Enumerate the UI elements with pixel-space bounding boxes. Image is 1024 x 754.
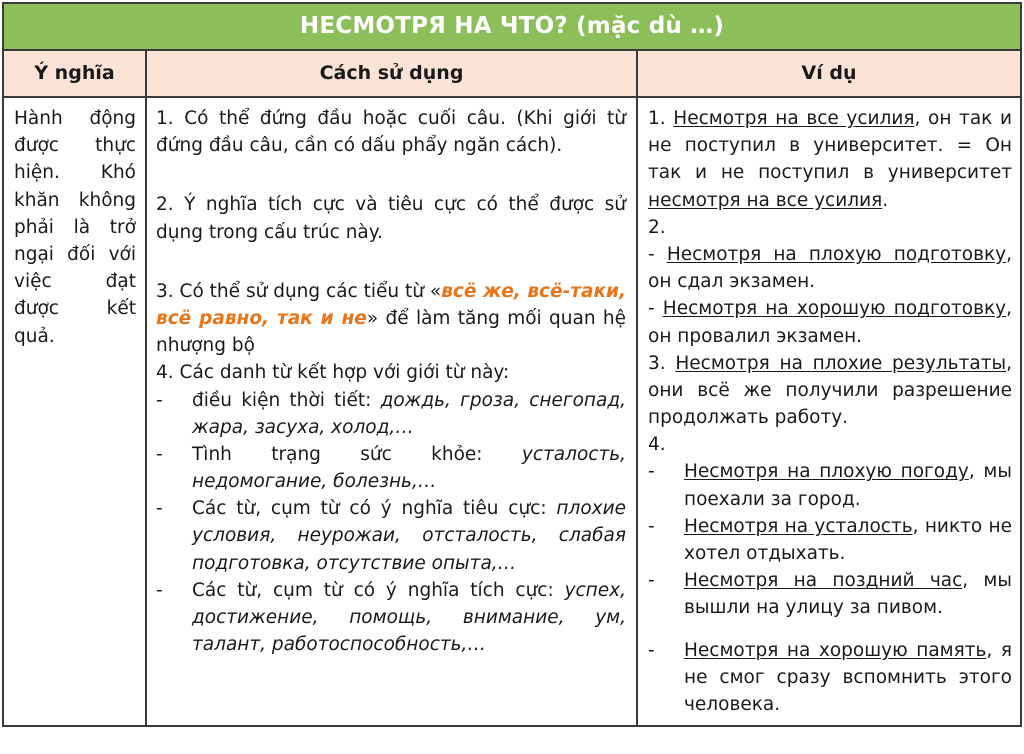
bullet-mark: - bbox=[648, 461, 655, 483]
bullet-russian-examples: усталость, недомогание, болезнь,… bbox=[192, 443, 626, 493]
spacer bbox=[156, 159, 626, 191]
bullet-label: điều kiện thời tiết: bbox=[192, 389, 381, 411]
example-4-text bbox=[684, 637, 1012, 719]
bullet-text bbox=[192, 441, 626, 495]
usage-item-1: 1. Có thể đứng đầu hoặc cuối câu. (Khi giới từ đứng đầu câu, cần có dấu phẩy ngăn cách). bbox=[156, 108, 626, 157]
example-4-text bbox=[684, 567, 1012, 621]
example-4-number: 4. bbox=[648, 434, 666, 456]
column-header-meaning: Ý nghĩa bbox=[4, 51, 147, 96]
example-3 bbox=[648, 350, 1012, 432]
usage-bullet bbox=[156, 495, 626, 577]
spacer bbox=[156, 246, 626, 278]
bullet-mark: - bbox=[156, 443, 163, 465]
bullet-label: Tình trạng sức khỏe: bbox=[192, 443, 522, 465]
example-1-number: 1. bbox=[648, 108, 674, 129]
example-4-item bbox=[648, 458, 1012, 512]
bullet-mark: - bbox=[156, 579, 163, 601]
example-2-item bbox=[648, 295, 1012, 349]
example-1-middle: , он так и не поступил в университет. = Он так и не поступил в университет bbox=[648, 108, 1012, 184]
examples-cell bbox=[638, 98, 1020, 725]
example-4-text bbox=[684, 458, 1012, 512]
table-body-row bbox=[4, 98, 1020, 725]
usage-bullet bbox=[156, 577, 626, 659]
example-4-phrase: Несмотря на усталость bbox=[684, 515, 913, 537]
example-2-item bbox=[648, 241, 1012, 295]
bullet-mark: - bbox=[156, 389, 163, 411]
usage-item-2: 2. Ý nghĩa tích cực và tiêu cực có thể được sử dụng trong cấu trúc này. bbox=[156, 194, 626, 243]
usage-cell bbox=[147, 98, 638, 725]
bullet-label: Các từ, cụm từ có ý nghĩa tích cực: bbox=[192, 579, 565, 601]
example-1-end: . bbox=[882, 189, 889, 211]
spacer bbox=[648, 622, 1012, 637]
bullet-russian-examples: плохие условия, неурожаи, отсталость, слабая подготовка, отсутствие опыта,… bbox=[192, 498, 626, 574]
example-4-phrase: Несмотря на хорошую память bbox=[684, 639, 987, 661]
bullet-mark: - bbox=[648, 639, 655, 661]
example-4-phrase: Несмотря на плохую погоду bbox=[684, 461, 969, 483]
example-3-number: 3. bbox=[648, 352, 676, 374]
column-header-examples: Ví dụ bbox=[801, 62, 857, 84]
usage-item-3-suffix: » để làm tăng mối quan hệ nhượng bộ bbox=[156, 307, 626, 357]
usage-item-3-prefix: 3. Có thể sử dụng các tiểu từ « bbox=[156, 280, 442, 302]
example-4-rest: , мы вышли на улицу за пивом. bbox=[684, 570, 1012, 619]
usage-bullet bbox=[156, 387, 626, 441]
bullet-mark: - bbox=[648, 298, 663, 320]
bullet-label: Các từ, cụm từ có ý nghĩa tiêu cực: bbox=[192, 498, 557, 520]
table-title: НЕСМОТРЯ НА ЧТО? (mặc dù …) bbox=[4, 4, 1020, 51]
meaning-cell bbox=[4, 98, 147, 725]
example-4-item bbox=[648, 637, 1012, 719]
grammar-table bbox=[2, 2, 1022, 727]
example-3-rest: , они всё же получили разрешение продолжать работу. bbox=[648, 352, 1012, 429]
example-4-item bbox=[648, 513, 1012, 567]
example-2-rest: , он сдал экзамен. bbox=[648, 243, 1012, 293]
example-4-item bbox=[648, 567, 1012, 621]
usage-item-3 bbox=[156, 278, 626, 360]
example-4-text bbox=[684, 513, 1012, 567]
russian-particles: всё же, всё-таки, всё равно, так и не bbox=[156, 280, 626, 329]
example-2-rest: , он провалил экзамен. bbox=[648, 298, 1012, 347]
example-4-rest: , я не смог сразу вспомнить этого человека. bbox=[684, 639, 1013, 715]
bullet-mark: - bbox=[648, 570, 655, 592]
bullet-mark: - bbox=[648, 515, 655, 537]
example-2-phrase: Несмотря на хорошую подготовку bbox=[662, 298, 1007, 320]
usage-item-4: 4. Các danh từ kết hợp với giới từ này: bbox=[156, 362, 510, 384]
example-4-phrase: Несмотря на поздний час bbox=[684, 570, 963, 592]
bullet-text bbox=[192, 577, 626, 659]
column-header-usage: Cách sử dụng bbox=[147, 51, 638, 96]
bullet-text bbox=[192, 495, 626, 577]
bullet-mark: - bbox=[156, 498, 163, 520]
bullet-russian-examples: успех, достижение, помощь, внимание, ум, талант, работоспособность,… bbox=[192, 579, 626, 656]
bullet-russian-examples: дождь, гроза, снегопад, жара, засуха, холод,… bbox=[192, 389, 626, 438]
bullet-text bbox=[192, 387, 626, 441]
meaning-text: Hành động được thực hiện. Khó khăn không phải là trở ngại đối với việc đạt được kết quả. bbox=[14, 108, 136, 347]
example-4-rest: , никто не хотел отдыхать. bbox=[684, 515, 1012, 564]
example-1-phrase-1: Несмотря на все усилия bbox=[673, 108, 915, 129]
example-4-rest: , мы поехали за город. bbox=[684, 461, 1012, 510]
table-header-row bbox=[4, 51, 1020, 98]
example-1 bbox=[648, 105, 1012, 214]
example-2-number: 2. bbox=[648, 216, 666, 238]
example-2-phrase: Несмотря на плохую подготовку bbox=[666, 243, 1007, 265]
usage-bullet bbox=[156, 441, 626, 495]
example-1-phrase-2: несмотря на все усилия bbox=[648, 189, 883, 211]
example-3-phrase: Несмотря на плохие результаты bbox=[675, 352, 1007, 374]
bullet-mark: - bbox=[648, 243, 667, 265]
